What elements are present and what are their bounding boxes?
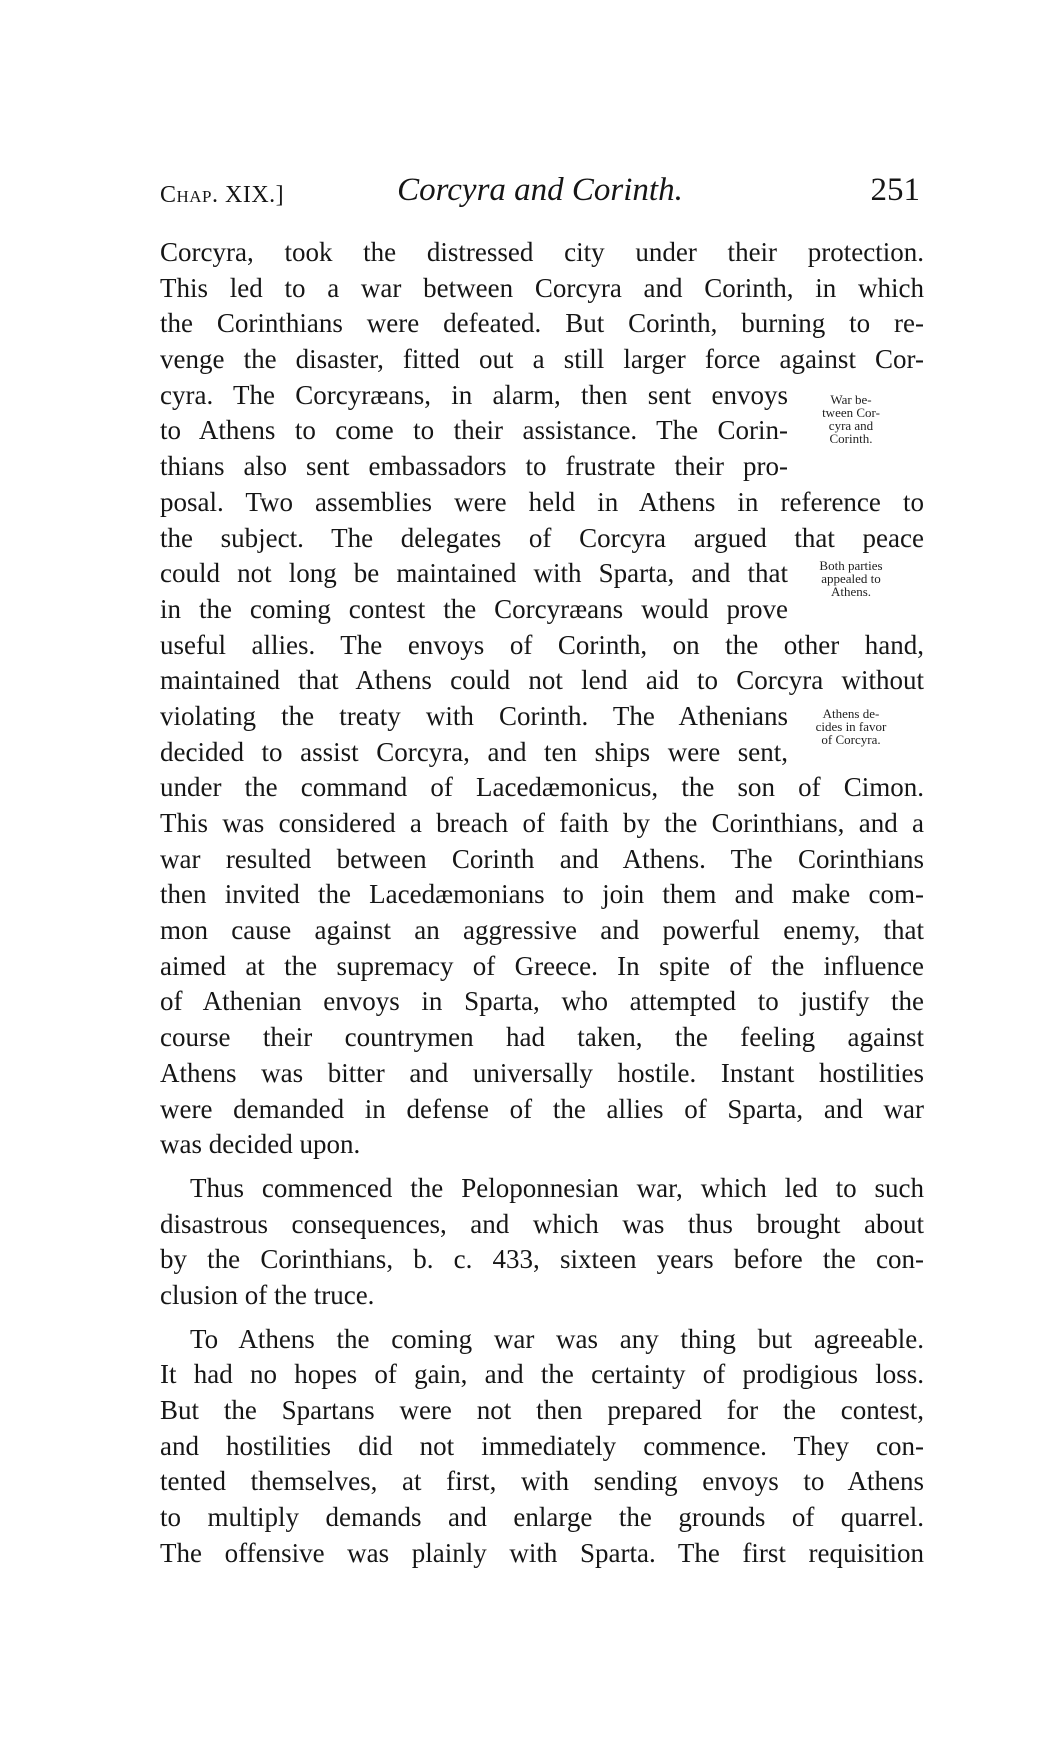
text-line: cyra. The Corcyræans, in alarm, then sent envoys bbox=[160, 379, 788, 410]
text-line: This was considered a breach of faith by the Corinthians, and a bbox=[160, 808, 924, 838]
text-line: The offensive was plainly with Sparta. The first requisition bbox=[160, 1537, 924, 1568]
sidenote-line: cides in favor bbox=[815, 719, 887, 734]
text-line: clusion of the truce. bbox=[160, 1279, 375, 1310]
text-line: venge the disaster, fitted out a still larger force against Cor- bbox=[160, 344, 924, 375]
text-line: decided to assist Corcyra, and ten ships were sent, bbox=[160, 736, 788, 767]
text-line: of Athenian envoys in Sparta, who attempted to justify the bbox=[160, 986, 924, 1017]
text-line: tented themselves, at first, with sending envoys to Athens bbox=[160, 1466, 924, 1497]
sidenote-line: of Corcyra. bbox=[821, 732, 881, 747]
text-line: were demanded in defense of the allies of Sparta, and war bbox=[160, 1093, 924, 1124]
sidenote-war bbox=[796, 393, 906, 445]
text-line: course their countrymen had taken, the feeling against bbox=[160, 1022, 924, 1053]
text-line: posal. Two assemblies were held in Athens in reference to bbox=[160, 486, 924, 517]
text-line: violating the treaty with Corinth. The Athenians bbox=[160, 700, 788, 731]
sidenote-line: Athens de- bbox=[822, 706, 880, 721]
sidenote-line: Athens. bbox=[830, 584, 872, 599]
text-line: then invited the Lacedæmonians to join them and make com- bbox=[160, 879, 924, 910]
sidenote-line: War be- bbox=[830, 392, 872, 407]
text-line: aimed at the supremacy of Greece. In spite of the influence bbox=[160, 950, 924, 981]
page-title: Corcyra and Corinth. bbox=[397, 172, 683, 208]
text-line: useful allies. The envoys of Corinth, on the other hand, bbox=[160, 629, 924, 660]
text-line: by the Corinthians, b. c. 433, sixteen years before the con- bbox=[160, 1244, 924, 1275]
sidenote-line: Corinth. bbox=[829, 431, 873, 446]
sidenote-appeal bbox=[796, 559, 906, 598]
text-line: was decided upon. bbox=[160, 1129, 361, 1160]
sidenote-decides bbox=[796, 707, 906, 746]
text-line: to Athens to come to their assistance. The Corin- bbox=[160, 415, 788, 446]
text-line: could not long be maintained with Sparta, and that bbox=[160, 558, 788, 589]
text-line: thians also sent embassadors to frustrate their pro- bbox=[160, 451, 788, 482]
text-line: under the command of Lacedæmonicus, the son of Cimon. bbox=[160, 772, 924, 803]
sidenote-line: appealed to bbox=[821, 571, 881, 586]
text-line: the Corinthians were defeated. But Corinth, burning to re- bbox=[160, 308, 924, 339]
text-line: mon cause against an aggressive and powerful enemy, that bbox=[160, 915, 924, 946]
text-line: maintained that Athens could not lend aid to Corcyra without bbox=[160, 665, 924, 696]
running-header bbox=[160, 170, 920, 220]
text-line: war resulted between Corinth and Athens. The Corinthians bbox=[160, 843, 924, 874]
text-line: It had no hopes of gain, and the certainty of prodigious loss. bbox=[160, 1359, 924, 1390]
text-line: disastrous consequences, and which was thus brought about bbox=[160, 1208, 924, 1239]
text-line: Corcyra, took the distressed city under their protection. bbox=[160, 237, 924, 267]
text-line: and hostilities did not immediately commence. They con- bbox=[160, 1430, 924, 1461]
text-line: But the Spartans were not then prepared for the contest, bbox=[160, 1395, 924, 1425]
text-line: To Athens the coming war was any thing but agreeable. bbox=[190, 1323, 924, 1354]
text-line: Athens was bitter and universally hostile. Instant hostilities bbox=[160, 1057, 924, 1088]
page-number: 251 bbox=[870, 172, 920, 208]
text-line: in the coming contest the Corcyræans would prove bbox=[160, 593, 788, 624]
text-line: This led to a war between Corcyra and Corinth, in which bbox=[160, 272, 924, 303]
text-line: the subject. The delegates of Corcyra argued that peace bbox=[160, 522, 924, 553]
sidenote-line: cyra and bbox=[828, 418, 874, 433]
sidenote-line: tween Cor- bbox=[822, 405, 880, 420]
chapter-label: Chap. XIX.] bbox=[160, 182, 285, 208]
text-line: Thus commenced the Peloponnesian war, which led to such bbox=[190, 1172, 924, 1203]
sidenote-line: Both parties bbox=[819, 558, 883, 573]
text-line: to multiply demands and enlarge the grounds of quarrel. bbox=[160, 1502, 924, 1533]
